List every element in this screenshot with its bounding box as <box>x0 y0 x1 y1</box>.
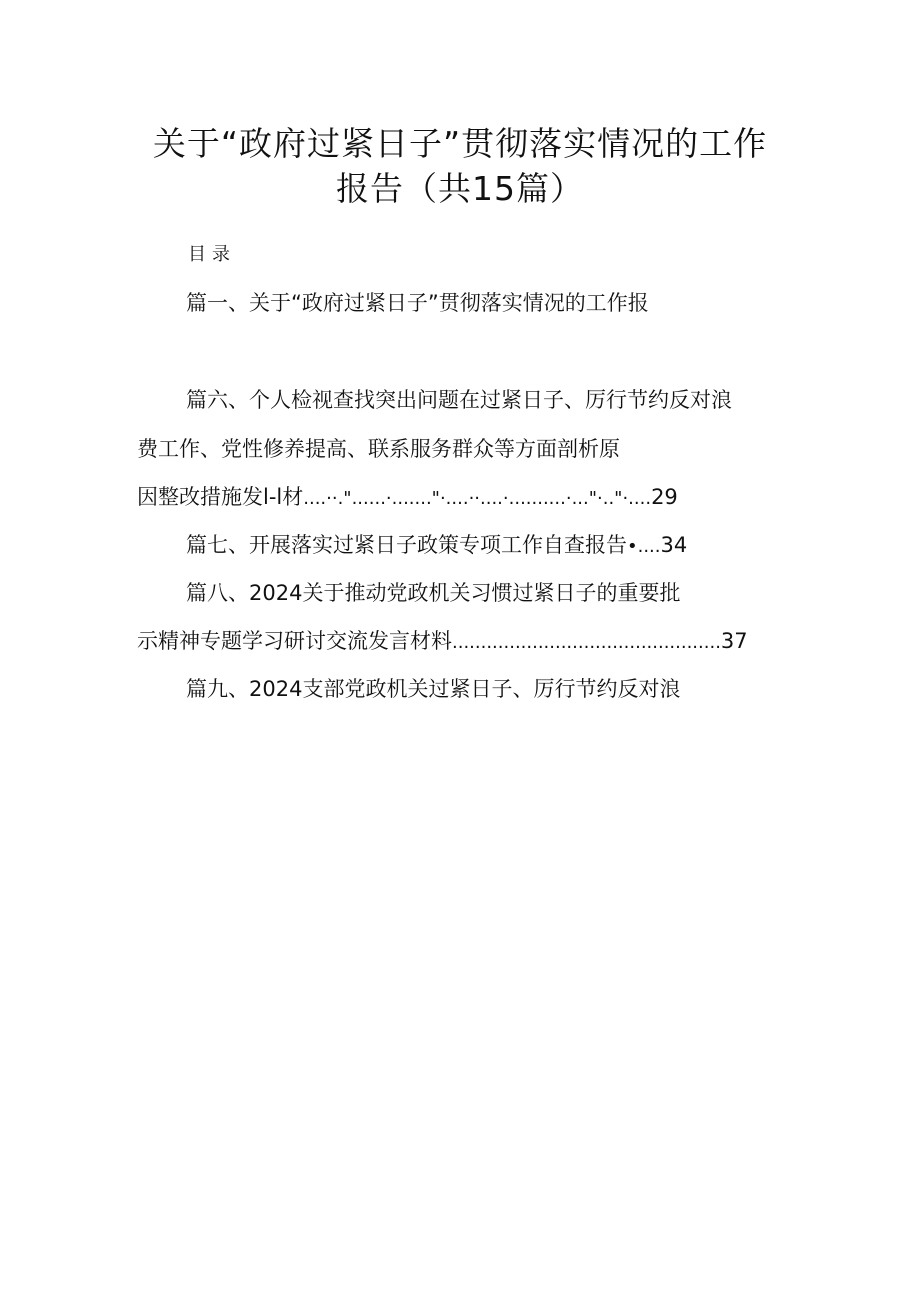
toc-page-number: 34 <box>660 533 688 557</box>
toc-page-number: 29 <box>651 485 678 509</box>
toc-entry-text: 篇一、关于“政府过紧日子”贯彻落实情况的工作报 <box>186 291 649 315</box>
document-title-line-1: 关于“政府过紧日子”贯彻落实情况的工作 <box>152 124 768 163</box>
toc-entry-text: 篇九、2024支部党政机关过紧日子、厉行节约反对浪 <box>186 677 681 701</box>
toc-entry-text: 篇六、个人检视查找突出问题在过紧日子、厉行节约反对浪 <box>186 388 732 412</box>
toc-page-number: 37 <box>720 629 748 653</box>
document-title-line-2: 报告（共15篇） <box>336 169 584 208</box>
toc-heading: 目录 <box>188 244 236 265</box>
toc-leader-dots: ....··."......·......."·....··....·..........·..."·.."·.... <box>303 488 652 509</box>
toc-entry-8[interactable] <box>186 577 680 609</box>
toc-entry-text: 因整改措施发l-l材 <box>137 485 304 509</box>
toc-leader-dots: •.... <box>627 536 661 557</box>
toc-entry-1[interactable] <box>186 287 649 319</box>
toc-entry-6-continued[interactable] <box>137 433 620 465</box>
toc-entry-6-end[interactable] <box>137 481 678 515</box>
toc-entry-9[interactable] <box>186 673 680 705</box>
toc-entry-6[interactable] <box>186 384 732 416</box>
toc-leader-dots: ............................................... <box>452 632 721 653</box>
toc-entry-7[interactable] <box>186 529 687 563</box>
toc-entry-text: 篇八、2024关于推动党政机关习惯过紧日子的重要批 <box>186 581 681 605</box>
toc-entry-8-end[interactable] <box>137 625 748 659</box>
toc-entry-text: 示精神专题学习研讨交流发言材料 <box>137 629 452 653</box>
toc-entry-text: 篇七、开展落实过紧日子政策专项工作自查报告 <box>186 533 627 557</box>
toc-entry-text: 费工作、党性修养提高、联系服务群众等方面剖析原 <box>137 437 620 461</box>
